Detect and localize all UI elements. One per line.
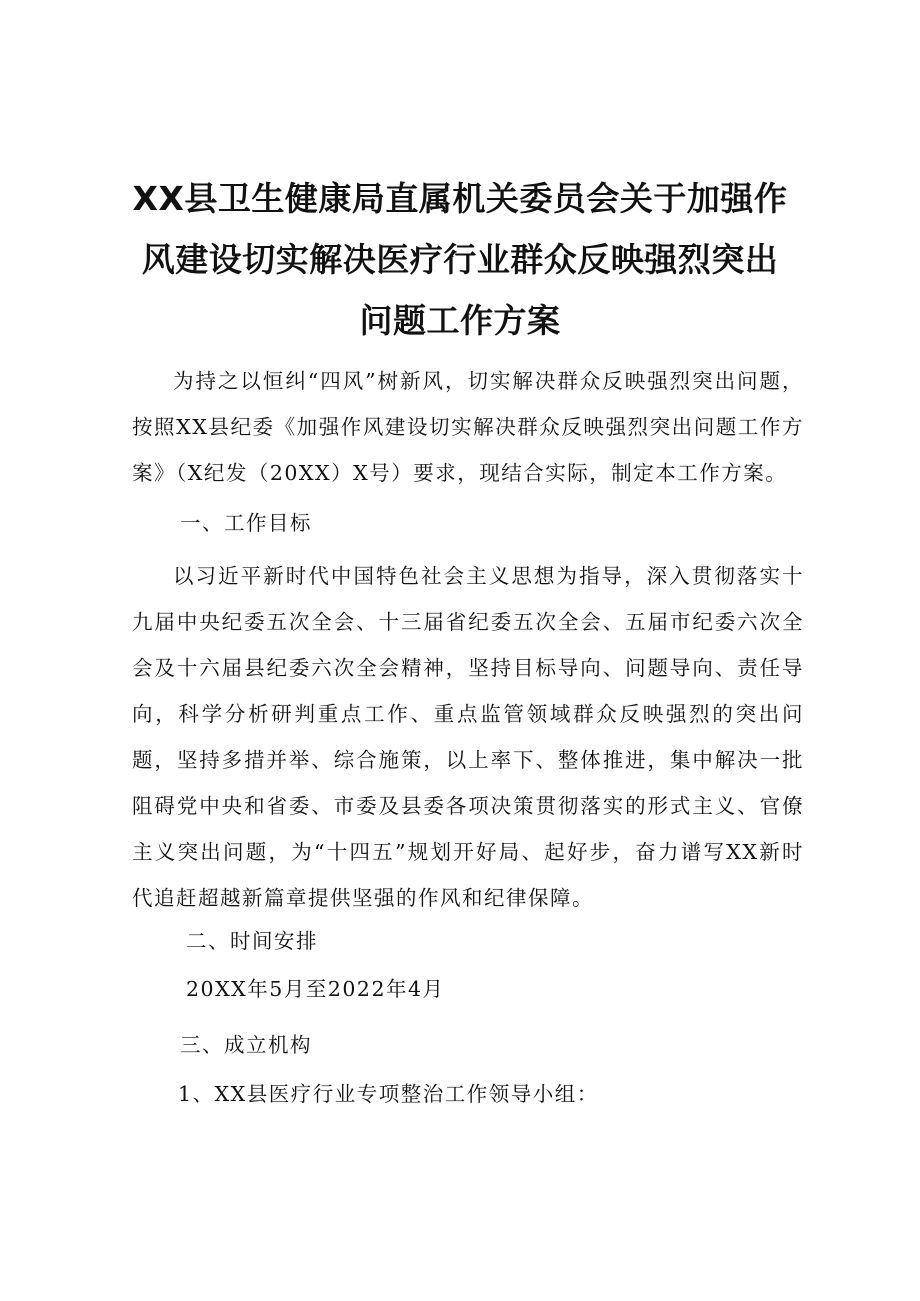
goals-paragraph: 以习近平新时代中国特色社会主义思想为指导，深入贯彻落实十九届中央纪委五次全会、十三届省纪委五次全会、五届市纪委六次全会及十六届县纪委六次全会精神，坚持目标导向、问题导向、责任导向，科学分析研判重点工作、重点监管领域群众反映强烈的突出问题，坚持多措并举、综合施策，以上率下、整体推进，集中解决一批阻碍党中央和省委、市委及县委各项决策贯彻落实的形式主义、官僚主义突出问题，为“十四五”规划开好局、起好步，奋力谱写XX新时代追赶超越新篇章提供坚强的作风和纪律保障。 (132, 564, 804, 910)
org-item-1: 1、XX县医疗行业专项整治工作领导小组： (178, 1082, 599, 1106)
document-title (100, 168, 820, 351)
section-heading-organization: 三、成立机构 (180, 1033, 312, 1057)
schedule-text: 20XX年5月至2022年4月 (186, 977, 445, 1001)
title-line-3: 问题工作方案 (359, 301, 561, 340)
intro-paragraph: 为持之以恒纠“四风”树新风，切实解决群众反映强烈突出问题，按照XX县纪委《加强作风建设切实解决群众反映强烈突出问题工作方案》（X纪发（20XX）X号）要求，现结合实际，制定本工作方案。 (132, 369, 804, 485)
section-heading-goals: 一、工作目标 (180, 511, 312, 535)
title-line-2: 风建设切实解决医疗行业群众反映强烈突出 (141, 240, 779, 279)
title-line-1: XX县卫生健康局直属机关委员会关于加强作 (132, 179, 788, 218)
section-heading-schedule: 二、时间安排 (186, 929, 318, 953)
